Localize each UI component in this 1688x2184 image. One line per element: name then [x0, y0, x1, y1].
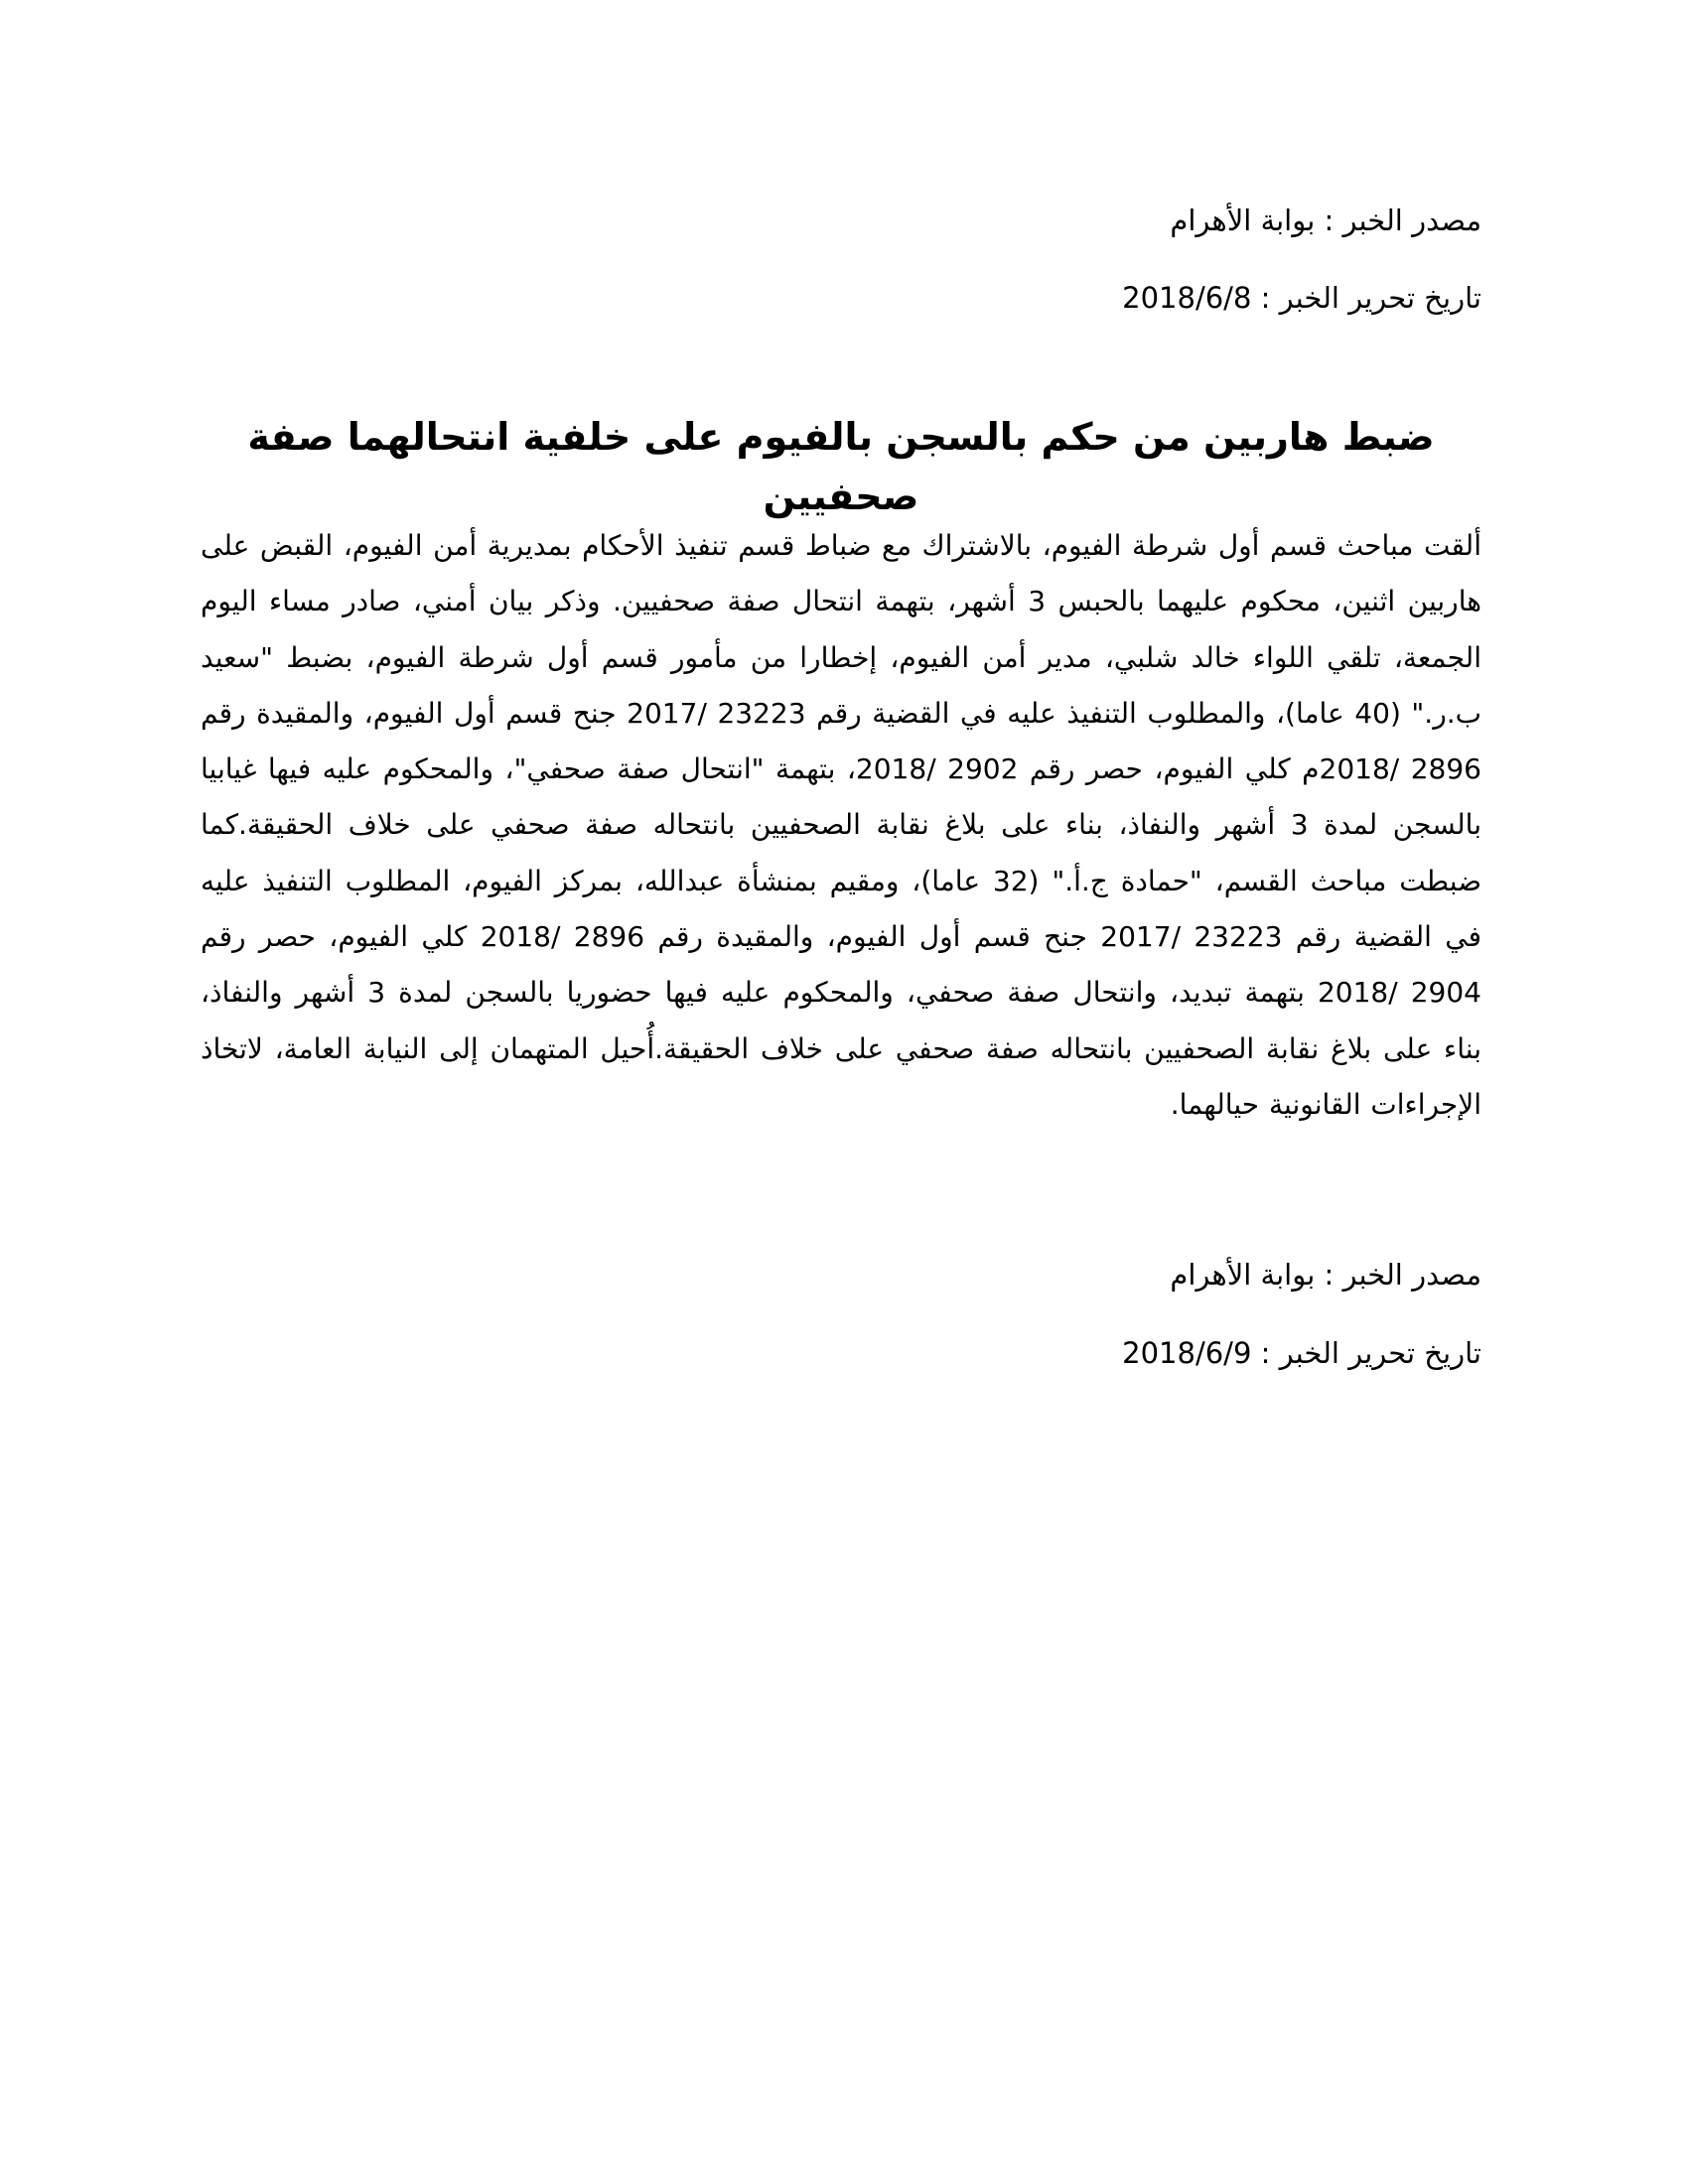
header-date-separator: :	[1251, 281, 1280, 315]
header-source-separator: :	[1315, 204, 1343, 237]
footer-date-value: 2018/6/9	[1122, 1336, 1252, 1370]
footer-source-value: بوابة الأهرام	[1170, 1258, 1316, 1292]
header-source-label: مصدر الخبر	[1342, 204, 1481, 237]
header-date-value: 2018/6/8	[1122, 281, 1252, 315]
header-source-line	[201, 201, 1481, 240]
footer-source-separator: :	[1315, 1258, 1343, 1292]
footer-source-line	[201, 1255, 1481, 1295]
footer-date-line	[201, 1333, 1481, 1373]
header-date-line	[201, 278, 1481, 318]
header-source-value: بوابة الأهرام	[1170, 204, 1316, 237]
footer-date-separator: :	[1251, 1336, 1280, 1370]
header-date-label: تاريخ تحرير الخبر	[1279, 281, 1481, 315]
article-body: ألقت مباحث قسم أول شرطة الفيوم، بالاشتراك مع ضباط قسم تنفيذ الأحكام بمديرية أمن الفيوم، القبض على هاربين اثنين، محكوم عليهما بالحبس 3 أشهر، بتهمة انتحال صفة صحفيين. وذكر بيان أمني، صادر مساء اليوم الجمعة، تلقي اللواء خالد شلبي، مدير أمن الفيوم، إخطارا من مأمور قسم أول شرطة الفيوم، بضبط "سعيد ب.ر." (40 عاما)، والمطلوب التنفيذ عليه في القضية رقم 23223 /2017 جنح قسم أول الفيوم، والمقيدة رقم 2896 /2018م كلي الفيوم، حصر رقم 2902 /2018، بتهمة "انتحال صفة صحفي"، والمحكوم عليه فيها غيابيا بالسجن لمدة 3 أشهر والنفاذ، بناء على بلاغ نقابة الصحفيين بانتحاله صفة صحفي على خلاف الحقيقة.كما ضبطت مباحث القسم، "حمادة ج.أ." (32 عاما)، ومقيم بمنشأة عبدالله، بمركز الفيوم، المطلوب التنفيذ عليه في القضية رقم 23223 /2017 جنح قسم أول الفيوم، والمقيدة رقم 2896 /2018 كلي الفيوم، حصر رقم 2904 /2018 بتهمة تبديد، وانتحال صفة صحفي، والمحكوم عليه فيها حضوريا بالسجن لمدة 3 أشهر والنفاذ، بناء على بلاغ نقابة الصحفيين بانتحاله صفة صحفي على خلاف الحقيقة.أُحيل المتهمان إلى النيابة العامة، لاتخاذ الإجراءات القانونية حيالهما.	[201, 529, 1482, 1121]
article-headline: ضبط هاربين من حكم بالسجن بالفيوم على خلفية انتحالهما صفة صحفيين	[247, 415, 1435, 518]
footer-date-label: تاريخ تحرير الخبر	[1279, 1336, 1481, 1370]
footer-source-label: مصدر الخبر	[1342, 1258, 1481, 1292]
